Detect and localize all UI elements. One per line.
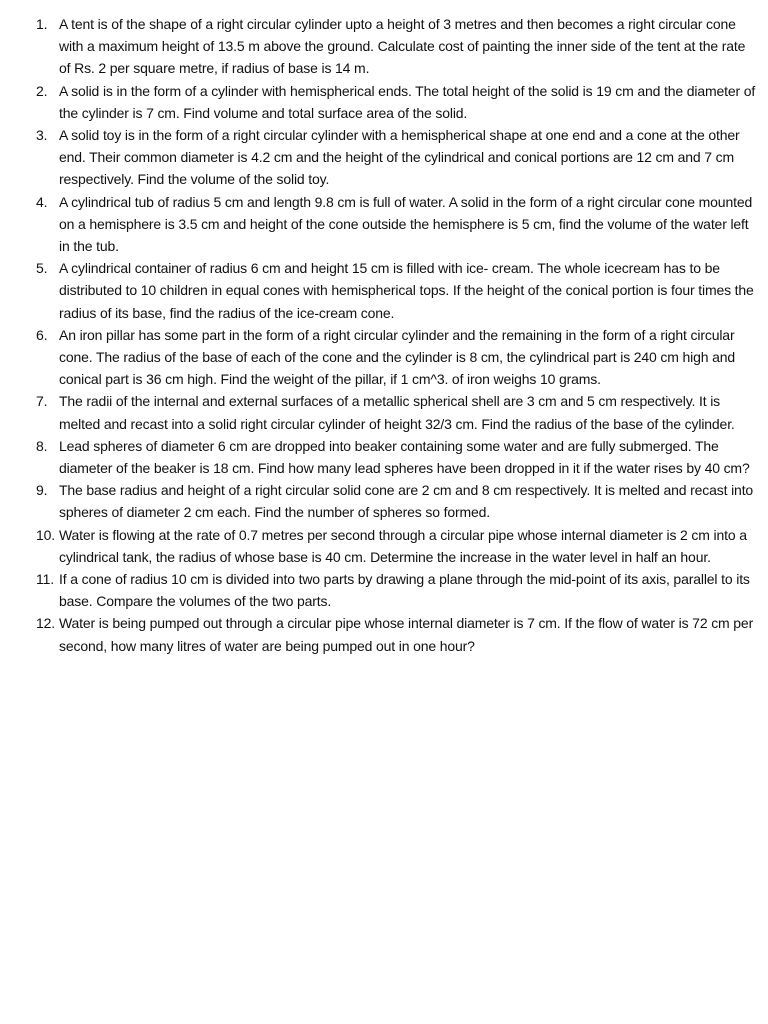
question-text: A cylindrical container of radius 6 cm and height 15 cm is filled with ice- cream. The whole icecream has to be distributed to 10 children in equal cones with hemispherical tops. If the height of the conical portion is four times the radius of its base, find the radius of the ice-cream cone. bbox=[59, 260, 754, 321]
question-item bbox=[0, 612, 768, 656]
question-number: 8. bbox=[36, 437, 48, 454]
question-text: An iron pillar has some part in the form of a right circular cylinder and the remaining in the form of a right circular cone. The radius of the base of each of the cone and the cylinder is 8 cm, the cylindrical part is 240 cm high and conical part is 36 cm high. Find the weight of the pillar, if 1 cm^3. of iron weighs 10 grams. bbox=[59, 326, 736, 388]
question-number: 11. bbox=[36, 571, 54, 588]
question-item bbox=[0, 390, 768, 434]
question-number: 7. bbox=[36, 393, 48, 410]
question-item bbox=[0, 524, 768, 568]
question-text: If a cone of radius 10 cm is divided into two parts by drawing a plane through the mid-point of its axis, parallel to its base. Compare the volumes of the two parts. bbox=[59, 571, 750, 610]
question-number: 5. bbox=[36, 260, 48, 277]
question-item bbox=[0, 80, 768, 124]
question-item bbox=[0, 257, 768, 324]
question-number: 12. bbox=[36, 615, 56, 632]
question-text: A cylindrical tub of radius 5 cm and length 9.8 cm is full of water. A solid in the form of a right circular cone mounted on a hemisphere is 3.5 cm and height of the cone outside the hemisphere is 5 cm, find the volume of the water left in the tub. bbox=[59, 193, 753, 255]
question-item bbox=[0, 191, 768, 258]
question-item bbox=[0, 568, 768, 612]
question-number: 1. bbox=[36, 16, 48, 32]
question-text: Lead spheres of diameter 6 cm are dropped into beaker containing some water and are fully submerged. The diameter of the beaker is 18 cm. Find how many lead spheres have been dropped in it if the water rises by 40 cm? bbox=[59, 437, 750, 477]
question-text: Water is being pumped out through a circular pipe whose internal diameter is 7 cm. If the flow of water is 72 cm per second, how many litres of water are being pumped out in one hour? bbox=[59, 615, 754, 654]
question-list bbox=[0, 13, 768, 657]
question-item bbox=[0, 479, 768, 523]
question-number: 9. bbox=[36, 482, 48, 499]
question-item bbox=[0, 124, 768, 191]
question-text: Water is flowing at the rate of 0.7 metres per second through a circular pipe whose internal diameter is 2 cm into a cylindrical tank, the radius of whose base is 40 cm. Determine the increase in the water level in half an hour. bbox=[59, 526, 747, 565]
question-number: 4. bbox=[36, 193, 48, 210]
question-text: A tent is of the shape of a right circular cylinder upto a height of 3 metres and then becomes a right circular cone with a maximum height of 13.5 m above the ground. Calculate cost of painting the inner side of the tent at the rate of Rs. 2 per square metre, if radius of base is 14 m. bbox=[59, 16, 746, 77]
question-text: The radii of the internal and external surfaces of a metallic spherical shell are 3 cm and 5 cm respectively. It is melted and recast into a solid right circular cylinder of height 32/3 cm. Find the radius of the base of the cylinder. bbox=[59, 393, 735, 432]
question-number: 3. bbox=[36, 127, 48, 144]
question-item bbox=[0, 13, 768, 80]
question-number: 10. bbox=[36, 526, 56, 543]
question-item bbox=[0, 435, 768, 479]
question-text: A solid is in the form of a cylinder with hemispherical ends. The total height of the solid is 19 cm and the diameter of the cylinder is 7 cm. Find volume and total surface area of the solid. bbox=[59, 82, 756, 121]
question-text: A solid toy is in the form of a right circular cylinder with a hemispherical shape at one end and a cone at the other end. Their common diameter is 4.2 cm and the height of the cylindrical and conical portions are 12 cm and 7 cm respectively. Find the volume of the solid toy. bbox=[59, 127, 740, 188]
question-number: 2. bbox=[36, 82, 48, 99]
question-item bbox=[0, 324, 768, 391]
question-text: The base radius and height of a right circular solid cone are 2 cm and 8 cm respectively. It is melted and recast into spheres of diameter 2 cm each. Find the number of spheres so formed. bbox=[59, 482, 754, 521]
document-page bbox=[0, 13, 768, 657]
question-number: 6. bbox=[36, 326, 48, 343]
